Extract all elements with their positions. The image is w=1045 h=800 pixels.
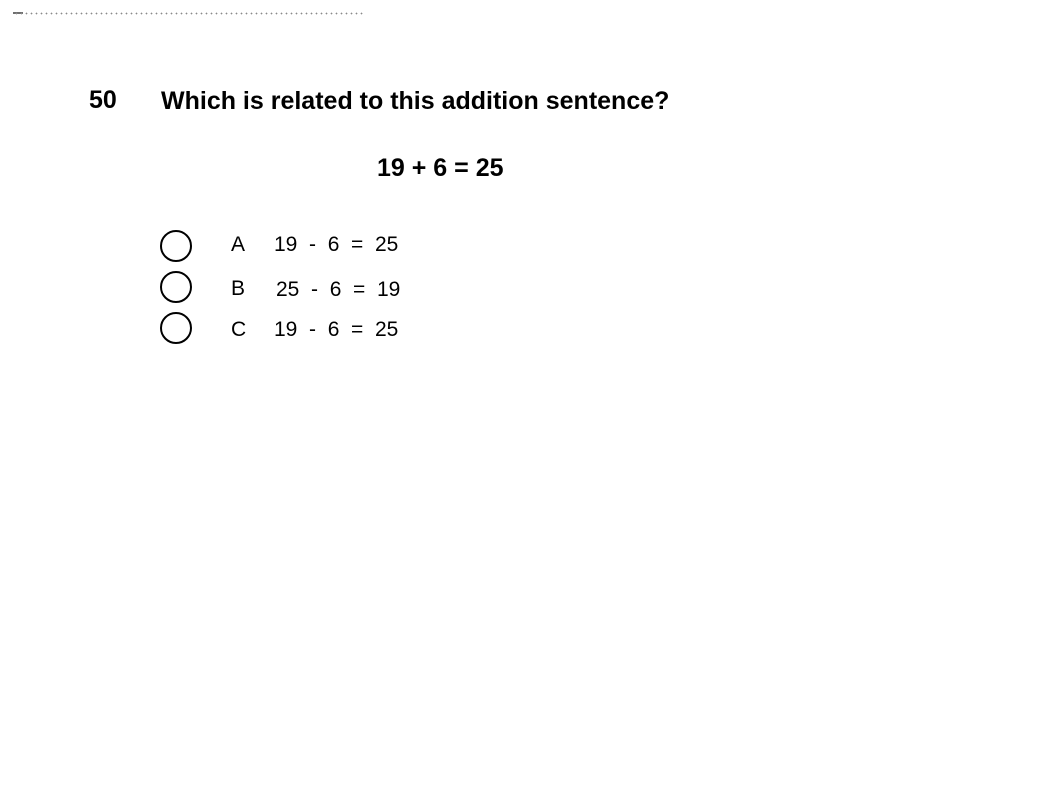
option-a-letter: A bbox=[231, 233, 246, 256]
option-a-text: 19 - 6 = 25 bbox=[274, 233, 399, 256]
given-equation: 19 + 6 = 25 bbox=[377, 154, 504, 182]
option-a-radio[interactable] bbox=[160, 230, 192, 262]
option-c-radio[interactable] bbox=[160, 312, 192, 344]
question-number: 50 bbox=[89, 86, 117, 114]
option-a[interactable] bbox=[160, 230, 480, 262]
option-c-text: 19 - 6 = 25 bbox=[274, 318, 399, 341]
question-text: Which is related to this addition sentence? bbox=[161, 87, 670, 115]
option-c-letter: C bbox=[231, 318, 247, 341]
option-b-radio[interactable] bbox=[160, 271, 192, 303]
option-b[interactable] bbox=[160, 271, 480, 303]
option-b-letter: B bbox=[231, 277, 246, 300]
header-dotted-rule bbox=[14, 12, 364, 15]
option-c[interactable] bbox=[160, 312, 480, 344]
option-b-text: 25 - 6 = 19 bbox=[276, 278, 401, 301]
